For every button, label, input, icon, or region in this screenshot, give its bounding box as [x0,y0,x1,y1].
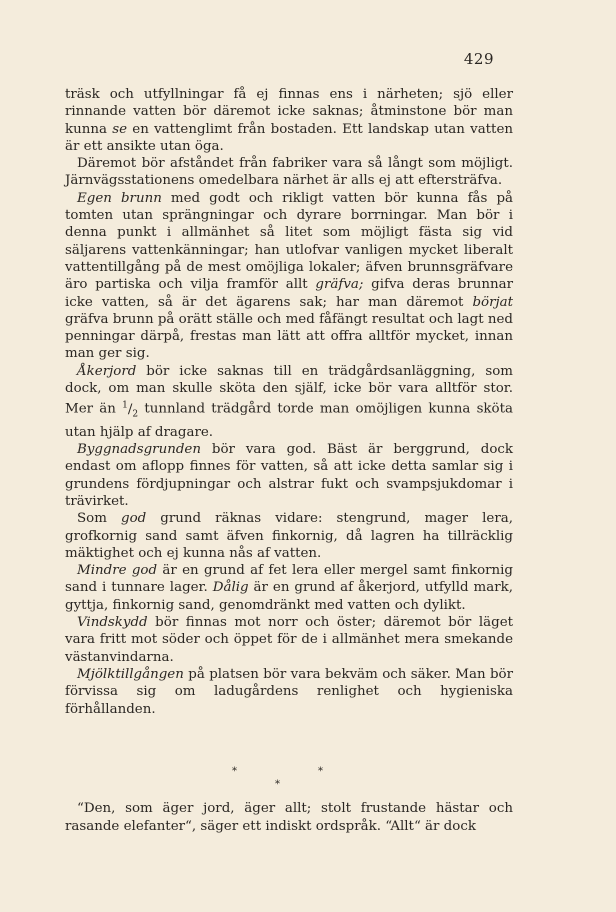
text-run: Som [77,511,122,527]
paragraph [65,155,513,190]
text-run: på platsen bör vara bekväm och säker. Man bör förvissa sig om ladugårdens renlighet och hygieniska förhållanden. [65,666,513,717]
italic-term: se [112,121,128,137]
paragraph [65,666,513,718]
paragraph [65,86,513,155]
proverb-paragraph: “Den, som äger jord, äger allt; stolt frustande hästar och rasande elefanter“, säger ett indiskt ordspråk. “Allt“ är dock [65,801,513,834]
page-number: 429 [463,50,494,68]
italic-term: Egen brunn [77,190,162,206]
separator-star-right: * [318,766,323,777]
italic-term: Dålig [212,580,249,596]
text-run: med godt och rikligt vatten bör kunna fås på tomten utan sprängningar och dyrare borrningar. Man bör i denna punkt i allmänhet så litet som möjligt fästa sig vid säljarens vattenkänningar; han utlofvar vanligen mycket liberalt vattentillgång på de mest omöjliga lokaler; äfven brunnsgräfvare äro partiska och vilja framför allt [65,190,514,293]
section-separator [0,766,616,792]
paragraph [65,363,513,441]
fraction: $^1/_2$ [122,400,139,420]
body-text [65,86,513,718]
paragraph [65,614,513,666]
text-run: grund räknas vidare: stengrund, mager lera, grofkornig sand samt äfven finkornig, då lagren ha tillräcklig mäktighet och ej kunna nås af vatten. [65,511,513,561]
italic-term: Byggnadsgrunden [77,442,201,458]
paragraph [65,441,513,510]
italic-term: god [121,511,147,527]
text-run: bör finnas mot norr och öster; däremot bör läget vara fritt mot söder och öppet för de i allmänhet mera smekande västanvindarna. [65,615,513,665]
paragraph [65,562,513,614]
text-run: gifva deras brunnar icke vatten, så är det ägarens sak; har man däremot [65,277,513,310]
text-run: bör vara god. Bäst är berggrund, dock endast om aflopp finnes för vatten, så att icke detta samlar sig i grundens fördjupningar och alstrar fukt och svampsjukdomar i trävirket. [65,442,513,509]
italic-term: Mindre god [77,563,158,579]
paragraph [65,190,513,363]
paragraph [65,510,513,562]
text-run: är en grund af åkerjord, utfylld mark, gyttja, finkornig sand, genomdränkt med vatten och dylikt. [65,580,513,613]
text-run: bör icke saknas till en trädgårdsanläggning, som dock, om man skulle sköta den själf, icke bör vara alltför stor. Mer än [65,363,513,417]
text-run: tunnland trädgård torde man omöjligen kunna sköta utan hjälp af dragare. [65,401,513,440]
italic-term: gräfva; [315,277,364,293]
separator-star-left: * [232,766,237,777]
italic-term: börjat [472,294,513,310]
text-run: Däremot bör afståndet från fabriker vara så långt som möjligt. Järnvägsstationens omedelbara närhet är alls ej att eftersträfva. [65,156,513,189]
text-run: är en grund af fet lera eller mergel samt finkornig sand i tunnare lager. [65,563,514,596]
separator-star-bottom: * [275,779,280,790]
text-run: gräfva brunn på orätt ställe och med fåfängt resultat och lagt ned penningar därpå, frestas man lätt att offra alltför mycket, innan man ger sig. [65,311,513,362]
text-run: träsk och utfyllningar få ej finnas ens i närheten; sjö eller rinnande vatten bör däremot icke saknas; åtminstone bör man kunna [65,87,513,137]
italic-term: Mjölktillgången [77,666,184,682]
italic-term: Åkerjord [77,363,137,379]
text-run: en vattenglimt från bostaden. Ett landskap utan vatten är ett ansikte utan öga. [65,121,513,154]
italic-term: Vindskydd [77,615,148,631]
